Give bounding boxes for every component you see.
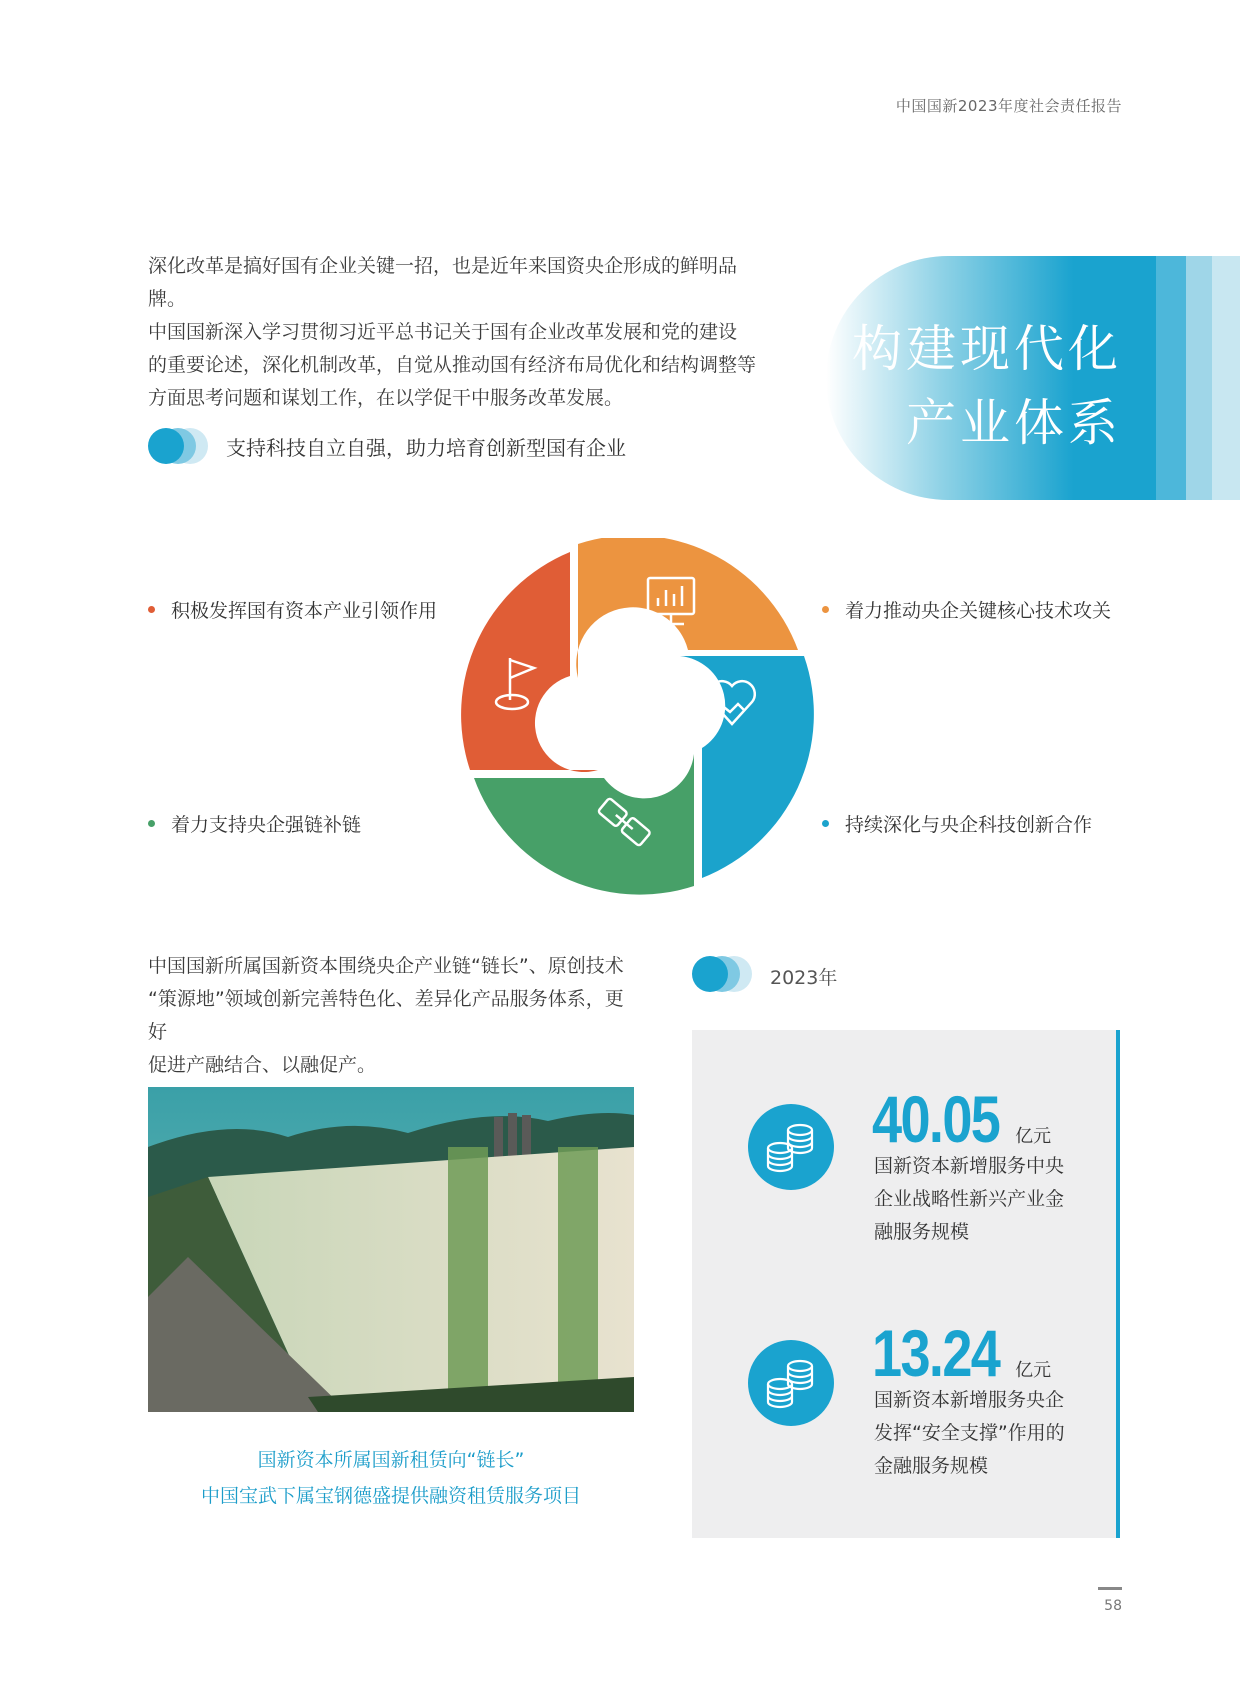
- intro-line: 方面思考问题和谋划工作，在以学促干中服务改革发展。: [148, 387, 624, 409]
- capital-paragraph: [148, 950, 638, 1082]
- pinwheel-diagram: [458, 538, 818, 898]
- ring-segment-green: [474, 754, 694, 895]
- caption-line: 中国宝武下属宝钢德盛提供融资租赁服务项目: [200, 1485, 581, 1507]
- photo-caption: [148, 1442, 634, 1514]
- stat-value: 13.24: [872, 1316, 1000, 1390]
- intro-paragraph: [148, 250, 768, 415]
- stat-description: 国新资本新增服务央企 发挥“安全支撑”作用的 金融服务规模: [874, 1389, 1065, 1477]
- intro-line: 深化改革是搞好国有企业关键一招，也是近年来国资央企形成的鲜明品牌。: [148, 255, 738, 310]
- bullet-dot: [822, 820, 829, 827]
- stat-unit: 亿元: [1015, 1126, 1052, 1147]
- bullet-dot: [822, 606, 829, 613]
- bullet-innovation-cooperation: 持续深化与央企科技创新合作: [822, 810, 1092, 837]
- caption-line: 国新资本所属国新租赁向“链长”: [257, 1449, 525, 1471]
- industrial-plant-photo: [148, 1087, 634, 1412]
- ring-segment-blue: [680, 656, 814, 878]
- section-title-line1: 构建现代化: [852, 320, 1122, 378]
- paragraph-line: “策源地”领域创新完善特色化、差异化产品服务体系，更好: [148, 988, 624, 1043]
- paragraph-line: 中国国新所属国新资本围绕央企产业链“链长”、原创技术: [148, 955, 624, 977]
- stat-value-row: [872, 1316, 1052, 1390]
- section-title-banner: [826, 256, 1240, 500]
- stat-value: 40.05: [872, 1082, 1000, 1156]
- intro-line: 的重要论述，深化机制改革，自觉从推动国有经济布局优化和结构调整等: [148, 354, 757, 376]
- section-title-line2: 产业体系: [906, 394, 1122, 452]
- year-label: 2023年: [770, 967, 838, 989]
- coins-icon: [748, 1340, 834, 1426]
- bullet-dot: [148, 820, 155, 827]
- section-heading: 支持科技自立自强，助力培育创新型国有企业: [226, 436, 626, 460]
- bullet-strengthen-chain: 着力支持央企强链补链: [148, 810, 361, 837]
- intro-line: 中国国新深入学习贯彻习近平总书记关于国有企业改革发展和党的建设: [148, 321, 738, 343]
- page-number: 58: [1104, 1598, 1122, 1614]
- paragraph-line: 促进产融结合、以融促产。: [148, 1054, 377, 1076]
- coins-icon: [748, 1104, 834, 1190]
- bullet-industry-lead: 积极发挥国有资本产业引领作用: [148, 596, 437, 623]
- stat-description: 国新资本新增服务中央 企业战略性新兴产业金 融服务规模: [874, 1155, 1065, 1243]
- bullet-dot: [148, 606, 155, 613]
- section-title: [852, 312, 1122, 460]
- stats-panel-edge: [1116, 1030, 1120, 1538]
- stat-unit: 亿元: [1015, 1360, 1052, 1381]
- stat-value-row: [872, 1082, 1052, 1156]
- bullet-core-tech: 着力推动央企关键核心技术攻关: [822, 596, 1111, 623]
- page-number-rule: [1098, 1587, 1122, 1590]
- report-header-title: 中国国新2023年度社会责任报告: [895, 97, 1122, 115]
